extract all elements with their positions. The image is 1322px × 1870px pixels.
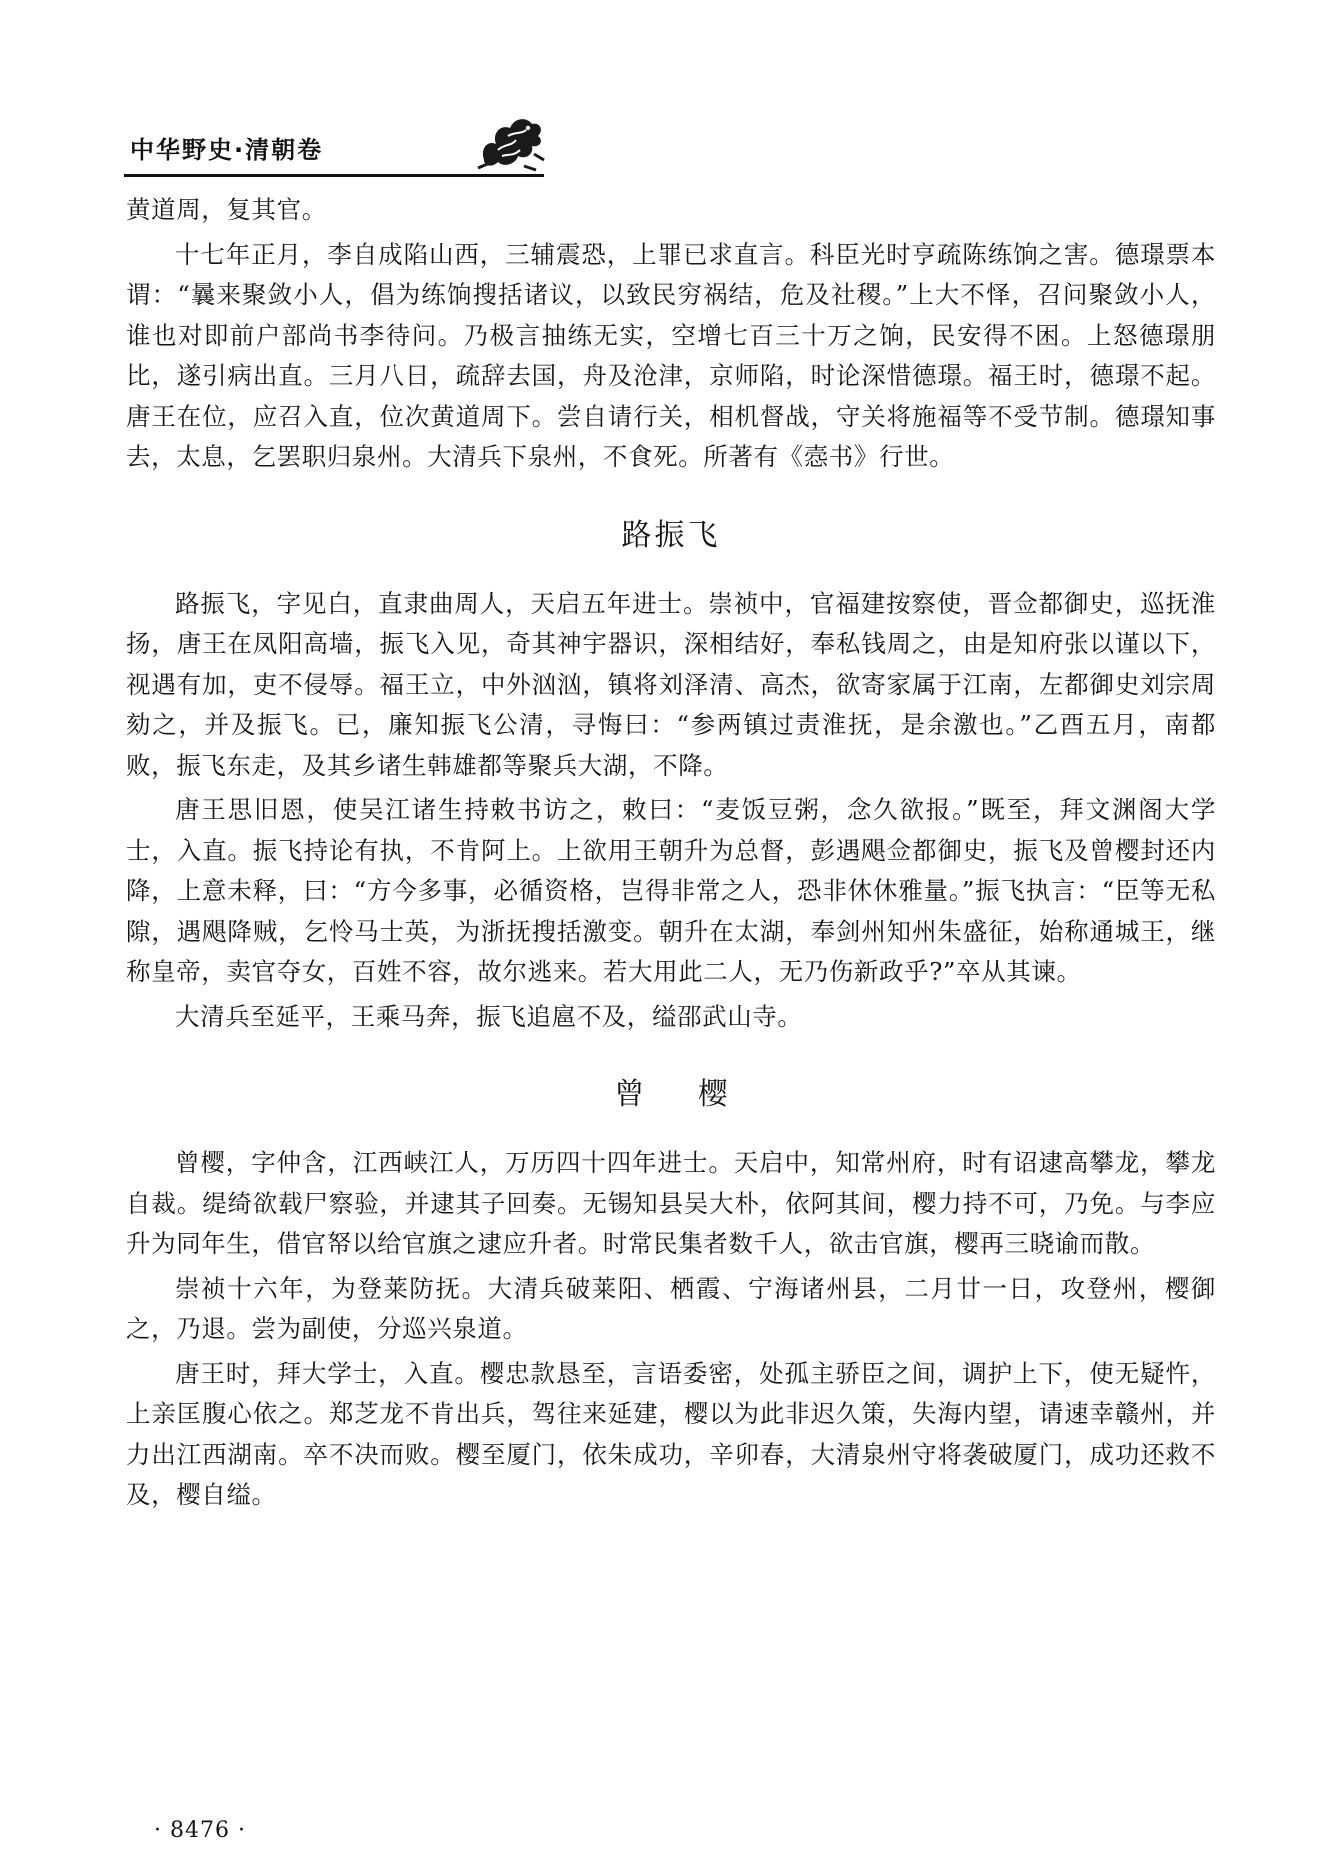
section-heading: 路振飞 — [621, 517, 721, 553]
paragraph: 大清兵至延平，王乘马奔，振飞追扈不及，缢邵武山寺。 — [175, 1001, 803, 1031]
page-header — [124, 104, 544, 184]
book-title: 中华野史·清朝卷 — [130, 136, 324, 164]
paragraph: 曾樱，字仲含，江西峡江人，万历四十四年进士。天启中，知常州府，时有诏逮高攀龙，攀龙自裁。缇绮欲载尸察验，并逮其子回奏。无锡知县吴大朴，依阿其间，樱力持不可，乃免。与李应升为同年生，借官帑以给官旗之逮应升者。时常民集者数千人，欲击官旗，樱再三晓谕而散。 — [126, 1148, 1216, 1258]
page-number-value: 8476 — [170, 1818, 230, 1843]
page-number: · 8476 · — [154, 1818, 246, 1843]
paragraph: 唐王思旧恩，使吴江诸生持敕书访之，敕曰：“麦饭豆粥，念久欲报。”既至，拜文渊阁大学士，入直。振飞持论有执，不肯阿上。上欲用王朝升为总督，彭遇飓佥都御史，振飞及曾樱封还内降，上意未释，曰：“方今多事，必循资格，岂得非常之人，恐非休休雅量。”振飞执言：“臣等无私隙，遇飓降贼，乞怜马士英，为浙抚搜括激变。朝升在太湖，奉剑州知州朱盛征，始称通城王，继称皇帝，卖官夺女，百姓不容，故尔逃来。若大用此二人，无乃伤新政乎?”卒从其谏。 — [126, 795, 1216, 986]
page-content — [126, 190, 1216, 1520]
section-heading: 曾 樱 — [614, 1077, 750, 1112]
paragraph: 崇祯十六年，为登莱防抚。大清兵破莱阳、栖霞、宁海诸州县，二月廿一日，攻登州，樱御之，乃退。尝为副使，分巡兴泉道。 — [126, 1273, 1216, 1343]
paragraph: 十七年正月，李自成陷山西，三辅震恐，上罪已求直言。科臣光时亨疏陈练饷之害。德璟票本谓：“曩来聚敛小人，倡为练饷搜括诸议，以致民穷祸结，危及社稷。”上大不怿，召问聚敛小人，谁也对即前户部尚书李待问。乃极言抽练无实，空增七百三十万之饷，民安得不困。上怒德璟朋比，遂引病出直。三月八日，疏辞去国，舟及沧津，京师陷，时论深惜德璟。福王时，德璟不起。唐王在位，应召入直，位次黄道周下。尝自请行关，相机督战，守关将施福等不受节制。德璟知事去，太息，乞罢职归泉州。大清兵下泉州，不食死。所著有《悫书》行世。 — [126, 239, 1216, 471]
dragon-emblem-icon — [474, 110, 546, 174]
paragraph: 路振飞，字见白，直隶曲周人，天启五年进士。崇祯中，官福建按察使，晋佥都御史，巡抚淮扬，唐王在凤阳高墙，振飞入见，奇其神宇器识，深相结好，奉私钱周之，由是知府张以谨以下，视遇有加，吏不侵辱。福王立，中外汹汹，镇将刘泽清、高杰，欲寄家属于江南，左都御史刘宗周劾之，并及振飞。已，廉知振飞公清，寻悔曰：“参两镇过责淮抚，是余激也。”乙酉五月，南都败，振飞东走，及其乡诸生韩雄都等聚兵大湖，不降。 — [126, 588, 1216, 780]
paragraph: 黄道周，复其官。 — [126, 195, 327, 224]
paragraph: 唐王时，拜大学士，入直。樱忠款恳至，言语委密，处孤主骄臣之间，调护上下，使无疑忤，上亲匡腹心依之。郑芝龙不肯出兵，驾往来延建，樱以为此非迟久策，失海内望，请速幸赣州，并力出江西湖南。卒不决而败。樱至厦门，依朱成功，辛卯春，大清泉州守将袭破厦门，成功还救不及，樱自缢。 — [126, 1358, 1216, 1509]
header-rule — [124, 174, 544, 177]
